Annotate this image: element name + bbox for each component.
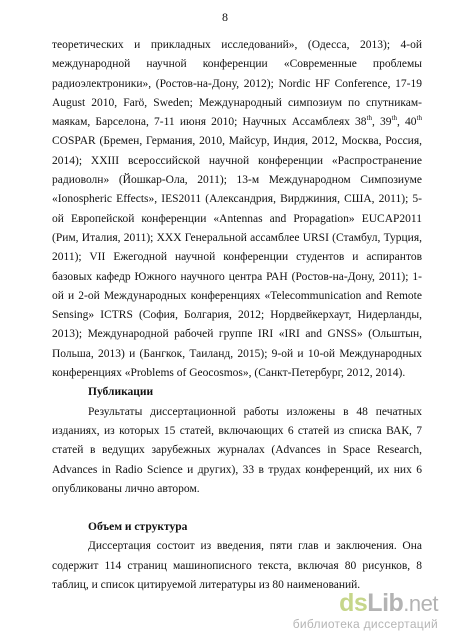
dslib-logo: dsLib.net — [339, 589, 438, 617]
ordinal-suffix: th — [416, 114, 423, 123]
structure-paragraph: Диссертация состоит из введения, пяти глав и заключения. Она содержит 114 страниц машинописного текста, включая 80 рисунков, 8 таблиц, и список цитируемой литературы из 80 наименований. — [52, 540, 422, 592]
publications-heading: Публикации — [88, 386, 154, 399]
ordinal-suffix: th — [366, 114, 373, 123]
ordinal-suffix: th — [391, 114, 398, 123]
blank-line — [52, 499, 422, 518]
structure-heading: Объем и структура — [88, 521, 188, 534]
conference-text-part1: теоретических и прикладных исследований», (Одесса, 2013); 4-ой международной научной конференции «Современные проблемы радиоэлектроники», (Ростов-на-Дону, 2012); Nordic HF Conference, 17-19 August 2010, Farö, Sweden; Международный симпозиум по спутникам-маякам, Барселона, 7-11 июня 2010; Научных Ассамблеях 38 — [52, 39, 422, 129]
page-number: 8 — [222, 10, 228, 24]
publications-paragraph: Результаты диссертационной работы изложены в 48 печатных изданиях, из которых 15 статей, включающих 6 статей из списка ВАК, 7 статей в ведущих зарубежных журналах (Advances in Space Research, Advances in Radio Science и других), 33 в трудах конференций, их них 6 опубликованы лично автором. — [52, 405, 422, 495]
conference-text-part4: COSPAR (Бремен, Германия, 2010, Майсур, Индия, 2012, Москва, Россия, 2014); XXIII всероссийской научной конференции «Распространение радиоволн» (Йошкар-Ола, 2011); 13-м Международном Симпозиуме «Ionospheric Effects», IES2011 (Александрия, Вирджиния, США, 2011); 5-ой Европейской конференции «Antennas and Propagation» EUCAP2011 (Рим, Италия, 2011); XXX Генеральной ассамблее URSI (Стамбул, Турция, 2011); VII Ежегодной научной конференции студентов и аспирантов базовых кафедр Южного научного центра РАН (Ростов-на-Дону, 2011); 1-ой и 2-ой Международных конференциях «Telecommunication and Remote Sensing» ICTRS (София, Болгария, 2012; Нордвейкерхаут, Нидерланды, 2013); Международной рабочей группе IRI «IRI and GNSS» (Ольштын, Польша, 2013) и (Бангкок, Таиланд, 2015); 9-ой и 10-ой Международных конференциях «Problems of Geocosmos», (Санкт-Петербург, 2012, 2014). — [52, 135, 422, 380]
conference-text-part2: , 39 — [372, 116, 392, 129]
dslib-watermark — [293, 590, 438, 631]
document-body — [52, 36, 422, 595]
conference-list-paragraph — [52, 36, 422, 383]
conference-text-part3: , 40 — [397, 116, 417, 129]
dslib-subtitle: библиотека диссертаций — [292, 617, 438, 631]
